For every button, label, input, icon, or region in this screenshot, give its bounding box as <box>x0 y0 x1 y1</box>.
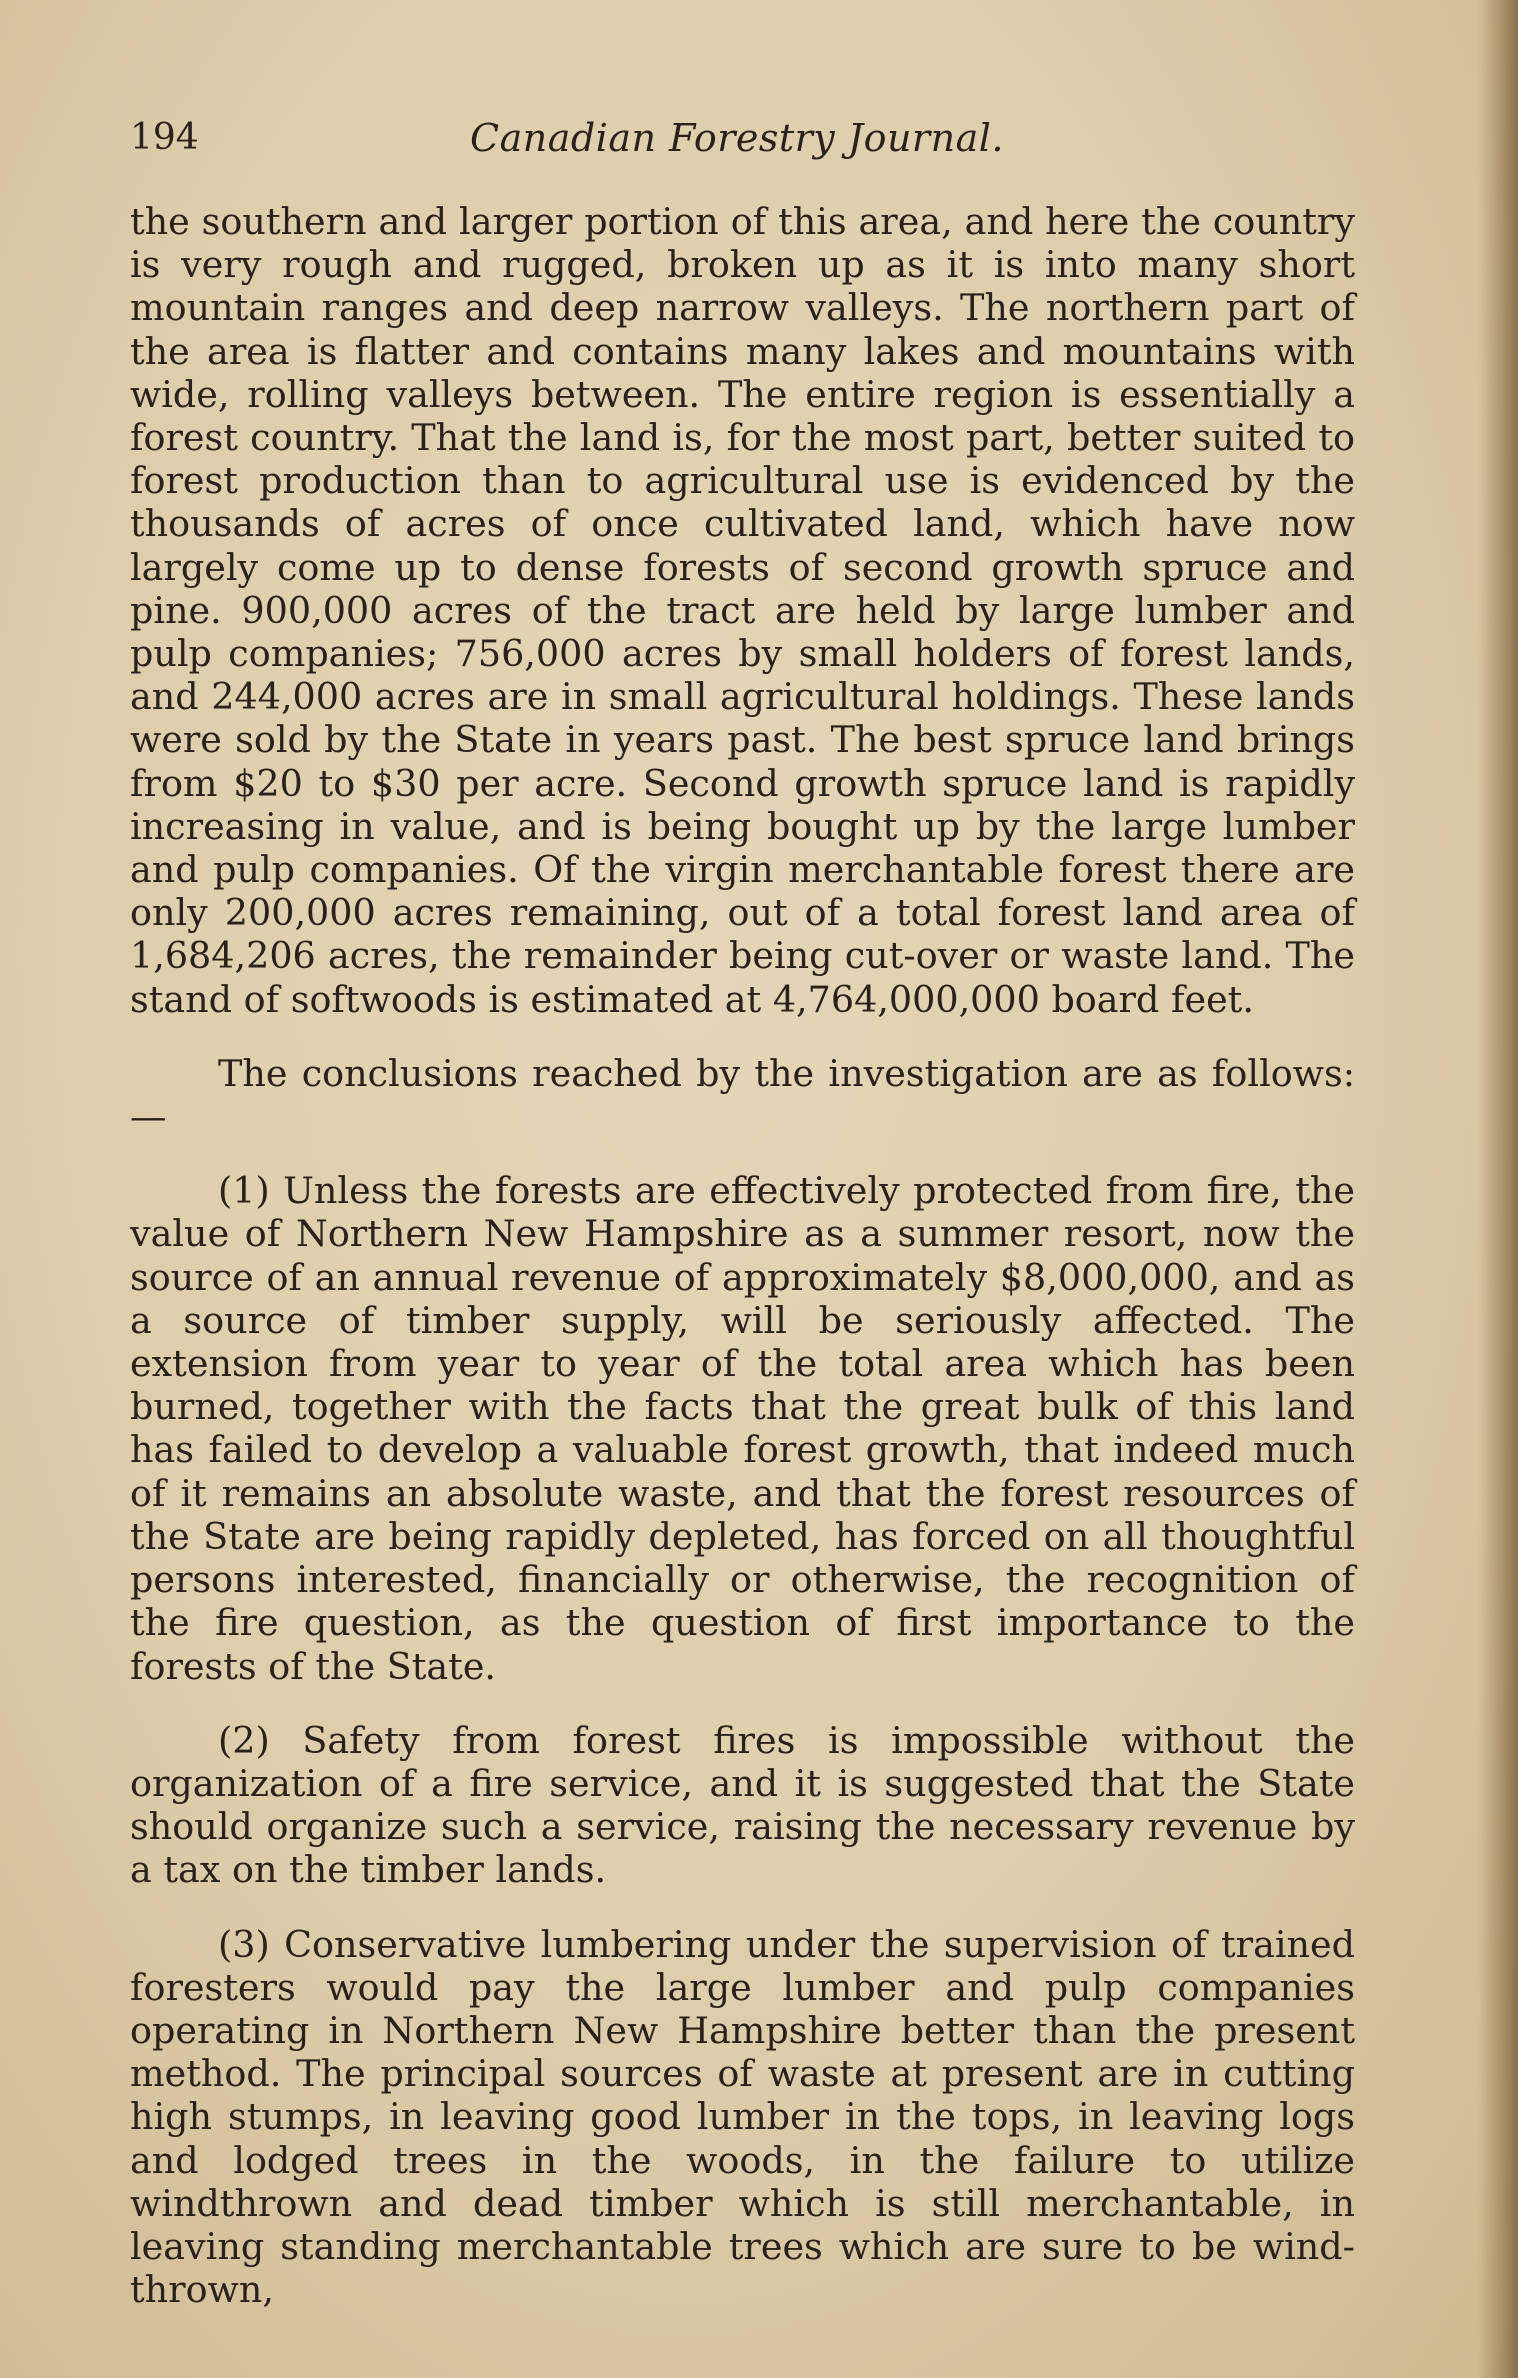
paragraph-conclusion-2: (2) Safety from forest fires is impossible without the organization of a fire service, and it is suggested that the State should organize such a service, raising the necessary revenue by a tax on the timber lands. <box>130 1718 1355 1892</box>
paragraph-conclusions-intro: The conclusions reached by the investigation are as follows:— <box>130 1051 1355 1139</box>
article-body <box>130 200 1355 2311</box>
running-header <box>130 108 1360 168</box>
paragraph-conclusion-3: (3) Conservative lumbering under the supervision of trained foresters would pay the large lumber and pulp companies operating in Northern New Hampshire better than the present method. The principal sources of waste at present are in cutting high stumps, in leaving good lumber in the tops, in leaving logs and lodged trees in the woods, in the failure to utilize windthrown and dead timber which is still merchantable, in leaving standing merchantable trees which are sure to be wind-thrown, <box>130 1922 1355 2312</box>
paragraph-continuation: the southern and larger portion of this area, and here the country is very rough and rugged, broken up as it is into many short mountain ranges and deep narrow valleys. The northern part of the area is flatter and contains many lakes and mountains with wide, rolling valleys between. The entire region is essentially a forest country. That the land is, for the most part, better suited to forest production than to agricultural use is evidenced by the thousands of acres of once cultivated land, which have now largely come up to dense forests of second growth spruce and pine. 900,000 acres of the tract are held by large lumber and pulp companies; 756,000 acres by small holders of forest lands, and 244,000 acres are in small agricultural holdings. These lands were sold by the State in years past. The best spruce land brings from $20 to $30 per acre. Second growth spruce land is rapidly increasing in value, and is being bought up by the large lumber and pulp companies. Of the virgin merchantable forest there are only 200,000 acres remaining, out of a total forest land area of 1,684,206 acres, the remainder being cut-over or waste land. The stand of softwoods is estimated at 4,764,000,000 board feet. <box>130 200 1355 1021</box>
paragraph-conclusion-1: (1) Unless the forests are effectively protected from fire, the value of Northern New Hampshire as a summer resort, now the source of an annual revenue of approximately $8,000,000, and as a source of timber supply, will be seriously affected. The extension from year to year of the total area which has been burned, together with the facts that the great bulk of this land has failed to develop a valuable forest growth, that indeed much of it remains an absolute waste, and that the forest resources of the State are being rapidly depleted, has forced on all thoughtful persons interested, financially or otherwise, the recognition of the fire question, as the question of first importance to the forests of the State. <box>130 1169 1355 1688</box>
journal-title: Canadian Forestry Journal. <box>470 116 1004 160</box>
page-number: 194 <box>130 117 199 158</box>
page-gutter-shadow <box>1478 0 1518 2378</box>
